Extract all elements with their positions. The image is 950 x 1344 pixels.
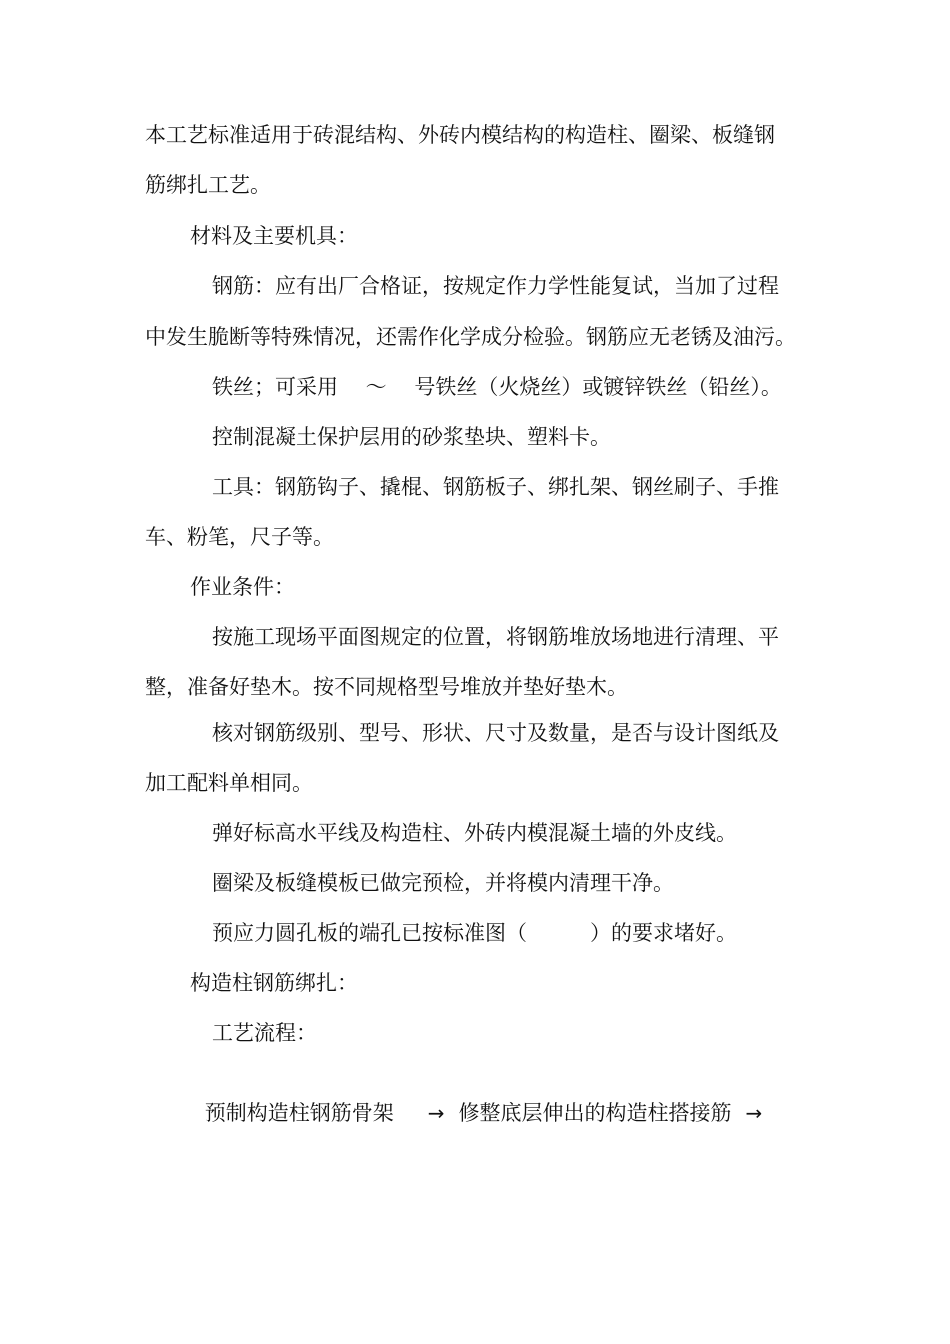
section-heading-conditions: 作业条件：: [190, 575, 295, 599]
section-heading-column-rebar: 构造柱钢筋绑扎：: [190, 971, 358, 995]
paragraph-line: 车、粉笔，尺子等。: [145, 525, 334, 549]
paragraph-line: 核对钢筋级别、型号、形状、尺寸及数量，是否与设计图纸及: [212, 721, 779, 745]
paragraph-line: 钢筋：应有出厂合格证，按规定作力学性能复试，当加了过程: [212, 274, 779, 298]
flow-step-trim-bars: 修整底层伸出的构造柱搭接筋: [458, 1101, 732, 1125]
paragraph-line: 弹好标高水平线及构造柱、外砖内模混凝土墙的外皮线。: [212, 821, 737, 845]
subheading-process-flow: 工艺流程：: [212, 1021, 317, 1045]
arrow-right-icon: →: [745, 1101, 763, 1125]
flow-step-prefabricate: 预制构造柱钢筋骨架: [204, 1101, 394, 1125]
process-flow: [178, 1068, 776, 1158]
arrow-right-icon: →: [427, 1101, 445, 1125]
paragraph-line: 铁丝；可采用 ～ 号铁丝（火烧丝）或镀锌铁丝（铅丝）。: [212, 375, 782, 399]
paragraph-line: 预应力圆孔板的端孔已按标准图（ ）的要求堵好。: [212, 921, 737, 945]
paragraph-line: 中发生脆断等特殊情况，还需作化学成分检验。钢筋应无老锈及油污。: [145, 325, 796, 349]
section-heading-materials: 材料及主要机具：: [190, 224, 358, 248]
paragraph-line: 整，准备好垫木。按不同规格型号堆放并垫好垫木。: [145, 675, 628, 699]
paragraph-line: 按施工现场平面图规定的位置，将钢筋堆放场地进行清理、平: [212, 625, 779, 649]
paragraph-line: 圈梁及板缝模板已做完预检，并将模内清理干净。: [212, 871, 674, 895]
paragraph-line: 加工配料单相同。: [145, 771, 313, 795]
paragraph-line: 筋绑扎工艺。: [145, 173, 271, 197]
paragraph-line: 本工艺标准适用于砖混结构、外砖内模结构的构造柱、圈梁、板缝钢: [145, 123, 775, 147]
paragraph-line: 控制混凝土保护层用的砂浆垫块、塑料卡。: [212, 425, 611, 449]
paragraph-line: 工具：钢筋钩子、撬棍、钢筋板子、绑扎架、钢丝刷子、手推: [212, 475, 779, 499]
